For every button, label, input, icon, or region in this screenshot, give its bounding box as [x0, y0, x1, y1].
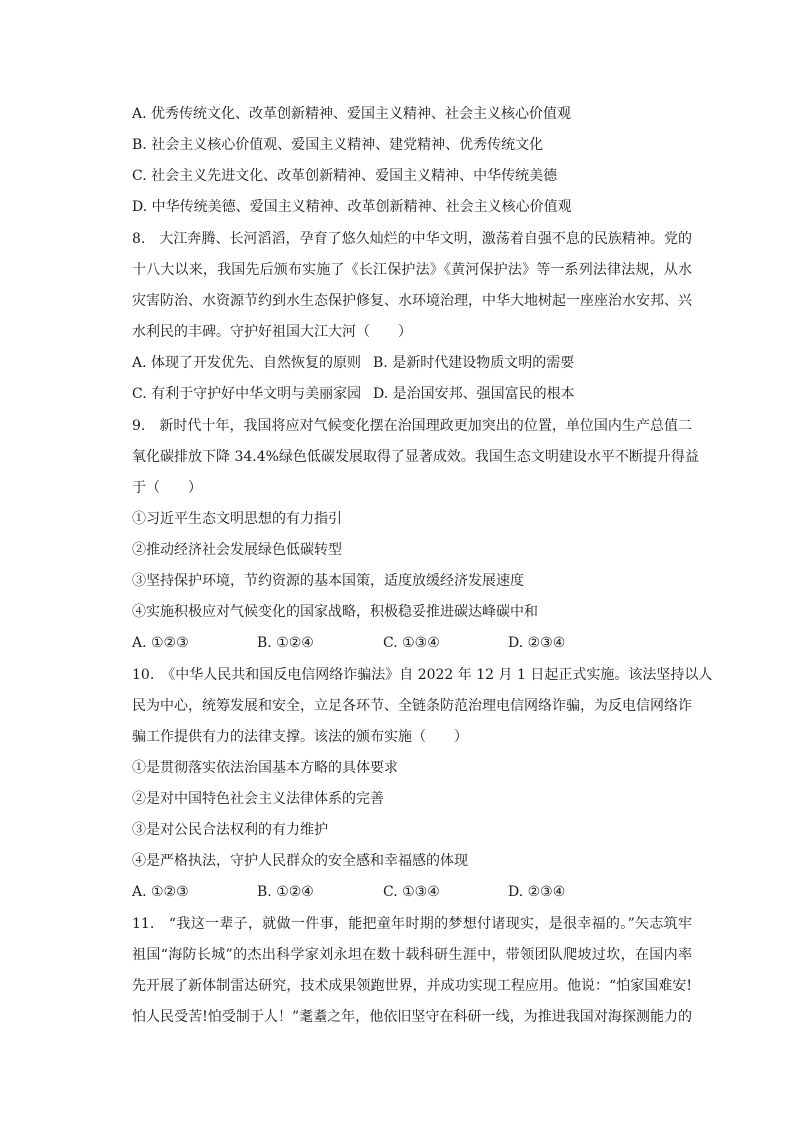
q10-option-c: C. ①③④: [383, 884, 440, 900]
q11-stem-line-3: 先开展了新体制雷达研究，技术成果领跑世界，并成功实现工程应用。他说：“怕家国难安!: [132, 978, 692, 994]
q8-option-b: B. 是新时代建设物质文明的需要: [373, 355, 575, 371]
q8-stem-line-1: 8. 大江奔腾、长河滔滔，孕育了悠久灿烂的中华文明，激荡着自强不息的民族精神。党的: [132, 231, 692, 247]
q9-stem-line-2: 氧化碳排放下降 34.4%绿色低碳发展取得了显著成效。我国生态文明建设水平不断提升得益: [132, 449, 699, 465]
q7-option-c: C. 社会主义先进文化、改革创新精神、爱国主义精神、中华传统美德: [132, 168, 558, 184]
q10-stem-line-3: 骗工作提供有力的法律支撑。该法的颁布实施（ ）: [132, 729, 468, 745]
q7-option-b: B. 社会主义核心价值观、爱国主义精神、建党精神、优秀传统文化: [132, 137, 544, 153]
q10-item-1: ①是贯彻落实依法治国基本方略的具体要求: [132, 760, 398, 776]
q10-option-a: A. ①②③: [132, 884, 189, 900]
q8-stem-line-2: 十八大以来，我国先后颁布实施了《长江保护法》《黄河保护法》等一系列法律法规，从水: [132, 262, 692, 278]
q10-item-2: ②是对中国特色社会主义法律体系的完善: [132, 791, 384, 807]
q11-stem-line-1: 11. “我这一辈子，就做一件事，能把童年时期的梦想付诸现实，是很幸福的。”矢志筑牢: [132, 916, 692, 932]
q9-stem-line-1: 9. 新时代十年，我国将应对气候变化摆在治国理政更加突出的位置，单位国内生产总值二: [132, 418, 692, 434]
q8-option-d: D. 是治国安邦、强国富民的根本: [373, 386, 575, 402]
q9-item-1: ①习近平生态文明思想的有力指引: [132, 511, 342, 527]
q10-option-d: D. ②③④: [508, 884, 566, 900]
q8-option-c: C. 有利于守护好中华文明与美丽家园: [132, 386, 362, 402]
q9-option-c: C. ①③④: [383, 635, 440, 651]
q8-option-a: A. 体现了开发优先、自然恢复的原则: [132, 355, 362, 371]
q11-stem-line-4: 怕人民受苦!怕受制于人！”耄耋之年，他依旧坚守在科研一线，为推进我国对海探测能力的: [132, 1009, 692, 1025]
q10-item-3: ③是对公民合法权利的有力维护: [132, 822, 328, 838]
q7-option-d: D. 中华传统美德、爱国主义精神、改革创新精神、社会主义核心价值观: [132, 199, 572, 215]
q9-item-2: ②推动经济社会发展绿色低碳转型: [132, 542, 342, 558]
q10-stem-line-1: 10. 《中华人民共和国反电信网络诈骗法》自 2022 年 12 月 1 日起正式实施。该法坚持以人: [132, 667, 713, 683]
q9-option-d: D. ②③④: [508, 635, 566, 651]
q9-option-b: B. ①②④: [257, 635, 314, 651]
q11-stem-line-2: 祖国“海防长城”的杰出科学家刘永坦在数十载科研生涯中，带领团队爬坡过坎，在国内率: [132, 947, 692, 963]
q10-option-b: B. ①②④: [257, 884, 314, 900]
q8-stem-line-3: 灾害防治、水资源节约到水生态保护修复、水环境治理，中华大地树起一座座治水安邦、兴: [132, 293, 692, 309]
q9-item-4: ④实施积极应对气候变化的国家战略，积极稳妥推进碳达峰碳中和: [132, 604, 538, 620]
q10-stem-line-2: 民为中心，统筹发展和安全，立足各环节、全链条防范治理电信网络诈骗，为反电信网络诈: [132, 698, 692, 714]
q9-option-a: A. ①②③: [132, 635, 189, 651]
q9-item-3: ③坚持保护环境，节约资源的基本国策，适度放缓经济发展速度: [132, 573, 524, 589]
q10-item-4: ④是严格执法，守护人民群众的安全感和幸福感的体现: [132, 853, 468, 869]
q9-stem-line-3: 于（ ）: [132, 480, 202, 496]
q7-option-a: A. 优秀传统文化、改革创新精神、爱国主义精神、社会主义核心价值观: [132, 106, 572, 122]
q8-stem-line-4: 水利民的丰碑。守护好祖国大江大河（ ）: [132, 324, 412, 340]
